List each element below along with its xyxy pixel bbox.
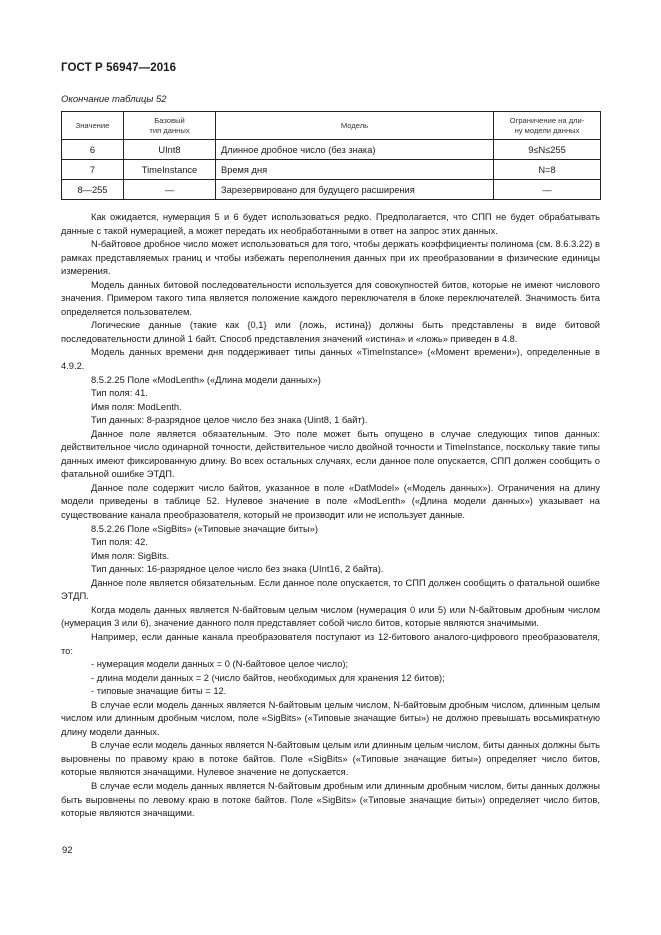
paragraph: Данное поле является обязательным. Это поле может быть опущено в случае следующих типов данных: действительное число одинарной точности, действительное число двойной точности и TimeInstance, поскольку такие типы данных имеют фиксированную длину. Во всех остальных случаях, если данное поле опускается, СПП должен сообщить о фатальной ошибке ЭТДП. <box>61 428 600 480</box>
cell-model: Зарезервировано для будущего расширения <box>216 180 494 200</box>
section-heading-8-5-2-26: 8.5.2.26 Поле «SigBits» («Типовые значащие биты») <box>91 523 319 534</box>
field-name: Имя поля: ModLenth. <box>91 401 182 412</box>
column-header-length-limit: Ограничение на дли- ну модели данных <box>494 112 601 140</box>
table-header-row <box>62 112 601 140</box>
field-data-type: Тип данных: 16-разрядное целое число без знака (UInt16, 2 байта). <box>91 564 384 575</box>
cell-limit: 9≤N≤255 <box>494 140 601 160</box>
table-row <box>62 180 601 200</box>
list-item: - типовые значащие биты = 12. <box>91 686 227 697</box>
paragraph: Модель данных битовой последовательности используется для совокупностей битов, которые не имеют числового значения. Примером такого типа является положение каждого переключателя в блоке переключателей. Значимость бита определяется пользователем. <box>61 279 600 317</box>
list-item: - длина модели данных = 2 (число байтов, необходимых для хранения 12 битов); <box>91 672 445 683</box>
table-row <box>62 140 601 160</box>
cell-model: Длинное дробное число (без знака) <box>216 140 494 160</box>
page-number: 92 <box>62 845 73 856</box>
paragraph: В случае если модель данных является N-байтовым целым числом, N-байтовым дробным числом, длинным целым числом или длинным дробным числом, поле «SigBits» («Типовые значащие биты») не должно превышать восьмикратную длину модели данных. <box>61 699 600 737</box>
cell-base-type: UInt8 <box>124 140 216 160</box>
paragraph: Как ожидается, нумерация 5 и 6 будет использоваться редко. Предполагается, что СПП не будет обрабатывать данные с такой нумерацией, а может передать их необработанными в ответ на запрос этих данных. <box>61 212 600 236</box>
field-type: Тип поля: 41. <box>91 388 148 399</box>
column-header-model: Модель <box>216 112 494 140</box>
paragraph: Когда модель данных является N-байтовым целым числом (нумерация 0 или 5) или N-байтовым дробным числом (нумерация 3 или 6), значение данного поля представляет собой число битов, которые являются значимыми. <box>61 604 600 629</box>
paragraph: Данное поле содержит число байтов, указанное в поле «DatModel» («Модель данных»). Ограничения на длину модели приведены в таблице 52. Нулевое значение в поле «ModLenth» («Длина модели данных») указывает на существование канала преобразователя, который не производит или не использует данные. <box>61 482 600 521</box>
paragraph: Модель данных времени дня поддерживает типы данных «TimeInstance» («Момент времени»), определенные в 4.9.2. <box>61 347 600 372</box>
field-data-type: Тип данных: 8-разрядное целое число без знака (Uint8, 1 байт). <box>91 415 368 426</box>
cell-value: 8—255 <box>62 180 124 200</box>
paragraph: Логические данные (такие как {0,1} или {ложь, истина}) должны быть представлены в виде битовой последовательности длиной 1 байт. Способ представления значений «истина» и «ложь» приведен в 4.8. <box>61 320 600 344</box>
table-row <box>62 160 601 180</box>
paragraph: Например, если данные канала преобразователя поступают из 12-битового аналого-цифрового преобразователя, то: <box>61 631 600 656</box>
document-header: ГОСТ Р 56947—2016 <box>61 62 177 74</box>
cell-limit: N=8 <box>494 160 601 180</box>
paragraph: Данное поле является обязательным. Если данное поле опускается, то СПП должен сообщить о фатальной ошибке ЭТДП. <box>61 577 600 602</box>
field-type: Тип поля: 42. <box>91 537 148 548</box>
paragraph: N-байтовое дробное число может использоваться для того, чтобы держать коэффициенты полинома (см. 8.6.3.22) в рамках представляемых границ и чтобы избежать переполнения данных при их преобразовании в физические единицы измерения. <box>61 239 600 277</box>
body-text <box>61 211 600 821</box>
cell-base-type: TimeInstance <box>124 160 216 180</box>
column-header-base-type: Базовый тип данных <box>124 112 216 140</box>
cell-value: 6 <box>62 140 124 160</box>
cell-limit: — <box>494 180 601 200</box>
paragraph: В случае если модель данных является N-байтовым дробным или длинным дробным числом, биты данных должны быть выровнены по левому краю в потоке байтов. Поле «SigBits» («Типовые значащие биты») определяет число битов, которые являются значащими. <box>61 780 600 819</box>
cell-value: 7 <box>62 160 124 180</box>
cell-base-type: — <box>124 180 216 200</box>
list-item: - нумерация модели данных = 0 (N-байтовое целое число); <box>91 659 349 670</box>
field-name: Имя поля: SigBits. <box>91 550 170 561</box>
table-caption: Окончание таблицы 52 <box>61 94 167 105</box>
paragraph: В случае если модель данных является N-байтовым целым или длинным целым числом, биты данных должны быть выровнены по правому краю в потоке байтов. Поле «SigBits» («Типовые значащие биты») определяет число битов, которые являются значащими. Нулевое значение не допускается. <box>61 740 600 778</box>
column-header-value: Значение <box>62 112 124 140</box>
data-model-table <box>61 111 601 200</box>
cell-model: Время дня <box>216 160 494 180</box>
section-heading-8-5-2-25: 8.5.2.25 Поле «ModLenth» («Длина модели данных») <box>91 374 321 385</box>
